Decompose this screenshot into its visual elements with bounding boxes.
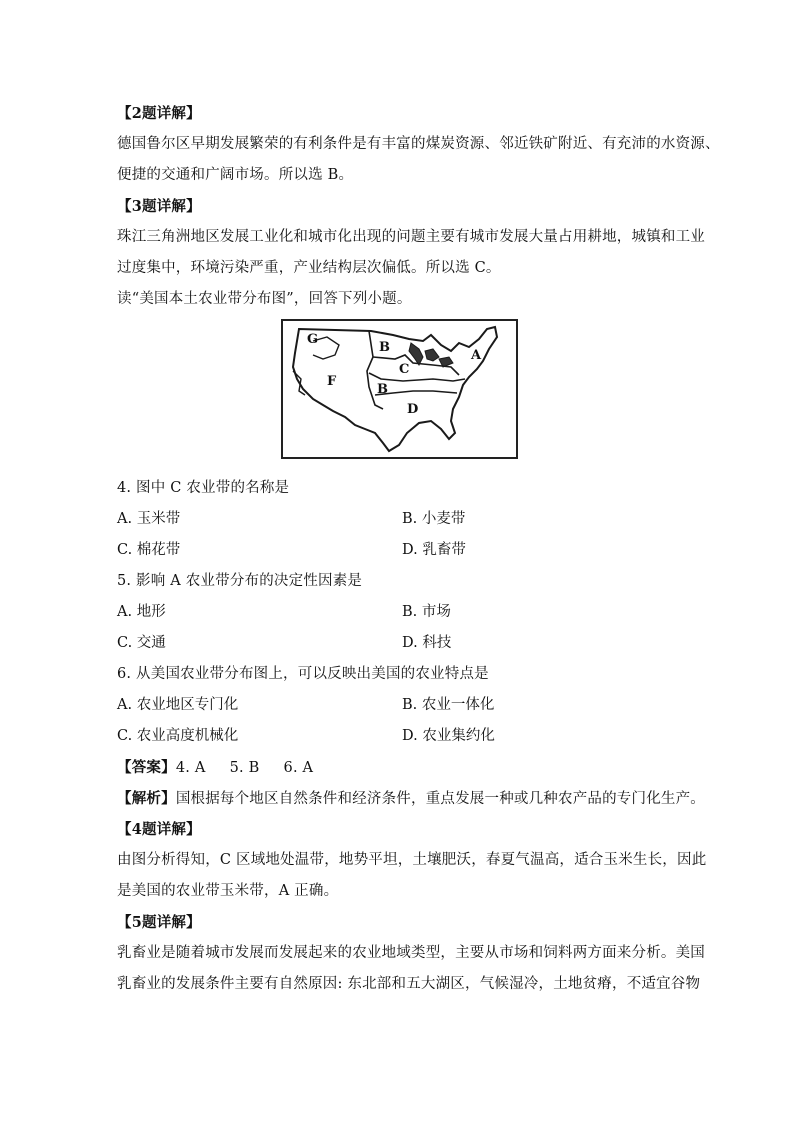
question-5-options-row [117,628,687,659]
map-label-d: D [407,402,419,417]
question-6-option-a[interactable]: A. 农业地区专门化 [117,697,239,713]
q3-detail-line: 过度集中，环境污染严重，产业结构层次偏低。所以选 C。 [117,260,501,276]
question-5-option-c[interactable]: C. 交通 [117,635,166,651]
map-label-b-south: B [377,382,388,397]
question-5-option-b[interactable]: B. 市场 [402,604,451,620]
question-4-options-row [117,535,687,566]
question-5-stem: 5. 影响 A 农业带分布的决定性因素是 [117,573,363,589]
analysis-line [117,783,706,814]
map-label-f: F [327,374,337,389]
question-6-option-c[interactable]: C. 农业高度机械化 [117,728,239,744]
question-5-options-row [117,597,687,628]
map-label-b-north: B [379,340,390,355]
question-5-option-a[interactable]: A. 地形 [117,604,166,620]
map-label-a: A [471,348,482,363]
map-label-g: G [307,332,319,347]
question-4-option-c[interactable]: C. 棉花带 [117,542,181,558]
map-intro: 读“美国本土农业带分布图”，回答下列小题。 [117,291,412,307]
question-4-options-row [117,504,687,535]
q4-detail-line: 是美国的农业带玉米带，A 正确。 [117,883,339,899]
q5-detail-line: 乳畜业是随着城市发展而发展起来的农业地域类型，主要从市场和饲料两方面来分析。美国 [117,945,705,961]
answer-text: 4. A 5. B 6. A [175,760,314,776]
document-page [117,98,720,1000]
analysis-text: 国根据每个地区自然条件和经济条件，重点发展一种或几种农产品的专门化生产。 [175,791,706,807]
q3-detail-header: 【3题详解】 [117,198,201,215]
q4-detail-header: 【4题详解】 [117,821,201,838]
answer-line [117,752,687,783]
question-6-options-row [117,721,687,752]
q5-detail-header: 【5题详解】 [117,914,201,931]
question-6-options-row [117,690,687,721]
question-4-stem: 4. 图中 C 农业带的名称是 [117,480,290,496]
analysis-label: 【解析】 [117,790,176,807]
us-agriculture-map [281,319,518,459]
q2-detail-line: 德国鲁尔区早期发展繁荣的有利条件是有丰富的煤炭资源、邻近铁矿附近、有充沛的水资源、 [117,136,720,152]
question-6-option-d[interactable]: D. 农业集约化 [402,728,495,744]
q2-detail-line: 便捷的交通和广阔市场。所以选 B。 [117,167,354,183]
map-label-c: C [399,362,410,377]
q2-detail-header: 【2题详解】 [117,105,201,122]
answer-label: 【答案】 [117,759,176,776]
q3-detail-line: 珠江三角洲地区发展工业化和城市化出现的问题主要有城市发展大量占用耕地，城镇和工业 [117,229,705,245]
us-map-svg [283,321,516,457]
us-outline [293,327,497,451]
q5-detail-line: 乳畜业的发展条件主要有自然原因: 东北部和五大湖区，气候湿冷，土地贫瘠，不适宜谷物 [117,976,701,992]
q4-detail-line: 由图分析得知，C 区域地处温带，地势平坦，土壤肥沃，春夏气温高，适合玉米生长，因此 [117,852,707,868]
question-6-option-b[interactable]: B. 农业一体化 [402,697,495,713]
belt-boundary [369,373,465,381]
question-4-option-d[interactable]: D. 乳畜带 [402,542,466,558]
us-agriculture-map-figure [117,319,687,467]
question-6-stem: 6. 从美国农业带分布图上，可以反映出美国的农业特点是 [117,666,489,682]
question-5-option-d[interactable]: D. 科技 [402,635,452,651]
question-4-option-a[interactable]: A. 玉米带 [117,511,181,527]
question-4-option-b[interactable]: B. 小麦带 [402,511,466,527]
